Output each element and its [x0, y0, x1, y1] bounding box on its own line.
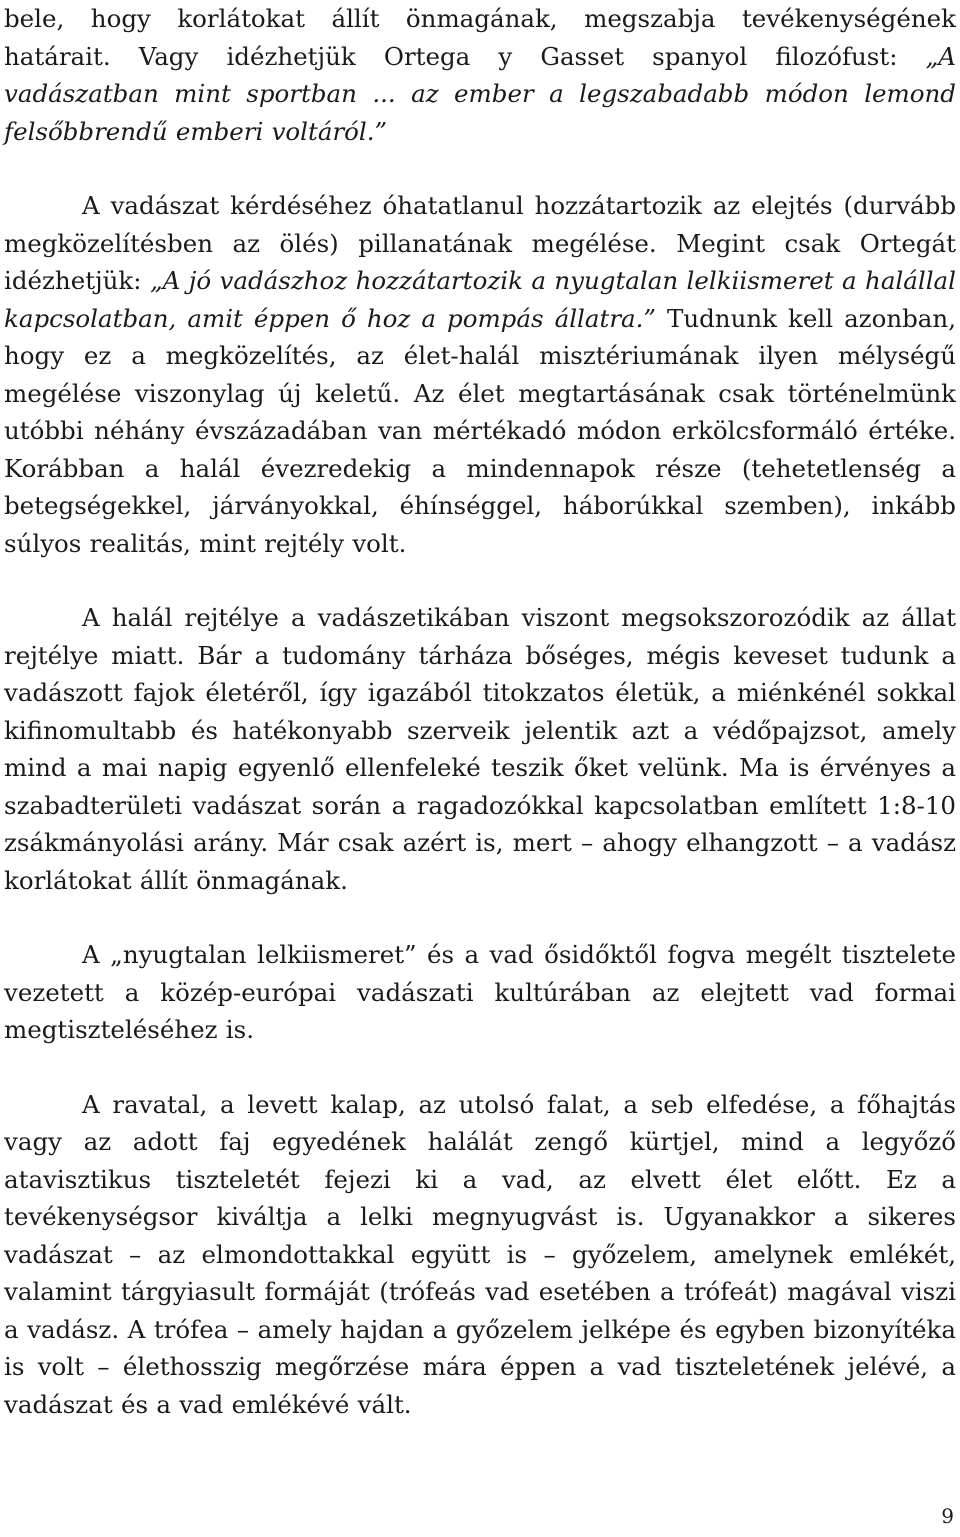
- paragraph-gap: [4, 150, 956, 187]
- text-run: A vadászat kérdéséhez óhatatlanul hozzátartozik az elejtés (durvább megközelítésben az ölés) pillanatának megélése. Megint csak Ortegát idézhetjük:: [4, 191, 956, 295]
- text-run: A „nyugtalan lelkiismeret” és a vad ősidőktől fogva megélt tisztelete vezetett a közép-európai vadászati kultúrában az elejtett vad formai megtiszteléséhez is.: [4, 940, 956, 1044]
- paragraph-gap: [4, 1049, 956, 1086]
- quote-run: „A vadászatban mint sportban ... az ember a legszabadabb módon lemond felsőbbrendű emberi voltáról.”: [4, 41, 956, 146]
- text-run: bele, hogy korlátokat állít önmagának, megszabja tevékenységének határait. Vagy idézhetjük Ortega y Gasset spanyol filozófust:: [4, 4, 956, 71]
- paragraph: [4, 1086, 956, 1424]
- paragraph-gap: [4, 562, 956, 599]
- page-number: 9: [941, 1504, 954, 1528]
- text-run: A ravatal, a levett kalap, az utolsó falat, a seb elfedése, a főhajtás vagy az adott faj egyedének halálát zengő kürtjel, mind a legyőző atavisztikus tiszteletét fejezi ki a vad, az elvett élet előtt. Ez a tevékenységsor kiváltja a lelki megnyugvást is. Ugyanakkor a sikeres vadászat – az elmondottakkal együtt is – győzelem, amelynek emlékét, valamint tárgyiasult formáját (trófeás vad esetében a trófeát) magával viszi a vadász. A trófea – amely hajdan a győzelem jelképe és egyben bizonyítéka is volt – élethosszig megőrzése mára éppen a vad tiszteletének jelévé, a vadászat és a vad emlékévé vált.: [4, 1089, 956, 1419]
- paragraph-gap: [4, 899, 956, 936]
- paragraph: [4, 936, 956, 1049]
- text-run: Tudnunk kell azonban, hogy ez a megközelítés, az élet-halál misztériumának ilyen mélységű megélése viszonylag új keletű. Az élet megtartásának csak történelmünk utóbbi néhány évszázadában van mértékadó módon erkölcsformáló értéke. Korábban a halál évezredekig a mindennapok része (tehetetlenség a betegségekkel, járványokkal, éhínséggel, háborúkkal szemben), inkább súlyos realitás, mint rejtély volt.: [4, 303, 956, 558]
- paragraph: [4, 599, 956, 899]
- paragraph: [4, 187, 956, 562]
- document-page: [4, 0, 956, 1423]
- paragraph: [4, 0, 956, 150]
- text-run: A halál rejtélye a vadászetikában viszont megsokszorozódik az állat rejtélye miatt. Bár a tudomány tárháza bőséges, mégis keveset tudunk a vadászott fajok életéről, így igazából titokzatos életük, a miénkénél sokkal kifinomultabb és hatékonyabb szerveik jelentik azt a védőpajzsot, amely mind a mai napig egyenlő ellenfeleké teszik őket velünk. Ma is érvényes a szabadterületi vadászat során a ragadozókkal kapcsolatban említett 1:8-10 zsákmányolási arány. Már csak azért is, mert – ahogy elhangzott – a vadász korlátokat állít önmagának.: [4, 603, 956, 895]
- quote-run: „A jó vadászhoz hozzátartozik a nyugtalan lelkiismeret a halállal kapcsolatban, amit éppen ő hoz a pompás állatra.”: [4, 266, 956, 333]
